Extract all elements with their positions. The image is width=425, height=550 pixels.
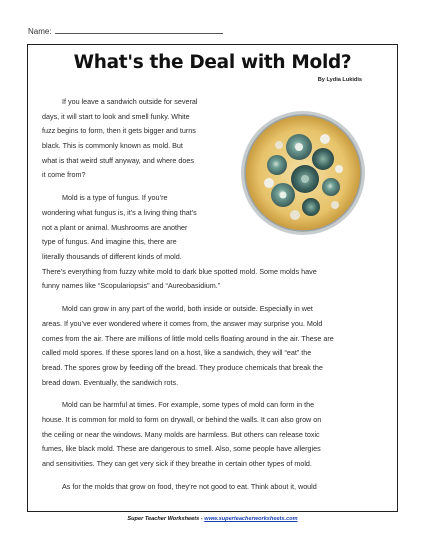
article-line: it come from? [42, 170, 86, 179]
article-line: not a plant or animal. Mushrooms are another [42, 223, 188, 232]
article-line: what is that weird stuff anyway, and where does [42, 156, 194, 165]
article-line: Mold can be harmful at times. For example, some types of mold can form in the [62, 400, 315, 409]
mold-colony [267, 155, 287, 175]
article-line: As for the molds that grow on food, they’re not good to eat. Think about it, would [62, 482, 317, 491]
petri-dish-mold-image [239, 109, 367, 237]
article-line: called mold spores. If these spores land on a host, like a sandwich, they will “eat” the [42, 348, 312, 357]
article-line: wondering what fungus is, it’s a living thing that’s [42, 208, 197, 217]
article-line: bread down. Eventually, the sandwich rots. [42, 378, 179, 387]
mold-colony-white [275, 141, 283, 149]
article-line: type of fungus. And imagine this, there are [42, 237, 177, 246]
mold-colony-center [301, 175, 309, 183]
name-field [28, 27, 223, 36]
article-line: days, it will start to look and smell funky. White [42, 112, 190, 121]
article-line: fumes, like black mold. These are dangerous to smell. Also, some people have allergies [42, 444, 321, 453]
footer [0, 516, 425, 522]
name-underline [55, 32, 223, 34]
article-line: black. This is commonly known as mold. But [42, 141, 183, 150]
article-line: bread. The spores grow by feeding off the bread. They produce chemicals that break the [42, 363, 323, 372]
footer-brand: Super Teacher Worksheets [127, 516, 200, 522]
article-line: house. It is common for mold to form on drywall, or behind the walls. It can also grow on [42, 415, 322, 424]
article-line: literally thousands of different kinds of mold. [42, 252, 182, 261]
article-line: areas. If you’ve ever wondered where it comes from, the answer may surprise you. Mold [42, 319, 323, 328]
mold-colony [312, 148, 334, 170]
article-line: the ceiling or near the windows. Many molds are harmless. But others can release toxic [42, 430, 320, 439]
mold-colony [322, 178, 340, 196]
mold-colony-center [280, 192, 287, 199]
page-title: What's the Deal with Mold? [73, 52, 352, 73]
article-line: and sensitivities. They can get very sick if they breathe in certain other types of mold. [42, 459, 312, 468]
mold-colony-white [331, 201, 339, 209]
footer-separator: - [199, 516, 205, 522]
mold-colony-white [264, 178, 274, 188]
article-line: funny names like “Scopulariopsis” and “Aureobasidium.” [42, 281, 221, 290]
mold-colony [302, 198, 320, 216]
author-byline: By Lydia Lukidis [317, 77, 362, 83]
article-line: comes from the air. There are millions of little mold cells floating around in the air. These are [42, 334, 334, 343]
mold-colony-white [320, 134, 330, 144]
mold-colony-center [295, 143, 303, 151]
mold-colony-white [335, 165, 343, 173]
name-label: Name: [28, 27, 52, 36]
footer-link[interactable]: www.superteacherworksheets.com [204, 516, 298, 522]
article-line: Mold can grow in any part of the world, both inside or outside. Especially in wet [62, 304, 313, 313]
article-line: Mold is a type of fungus. If you’re [62, 193, 168, 202]
article-line: fuzz begins to form, then it gets bigger and turns [42, 126, 196, 135]
article-line: If you leave a sandwich outside for several [62, 97, 198, 106]
mold-colony-white [290, 210, 300, 220]
article-line: There’s everything from fuzzy white mold to dark blue spotted mold. Some molds have [42, 267, 317, 276]
